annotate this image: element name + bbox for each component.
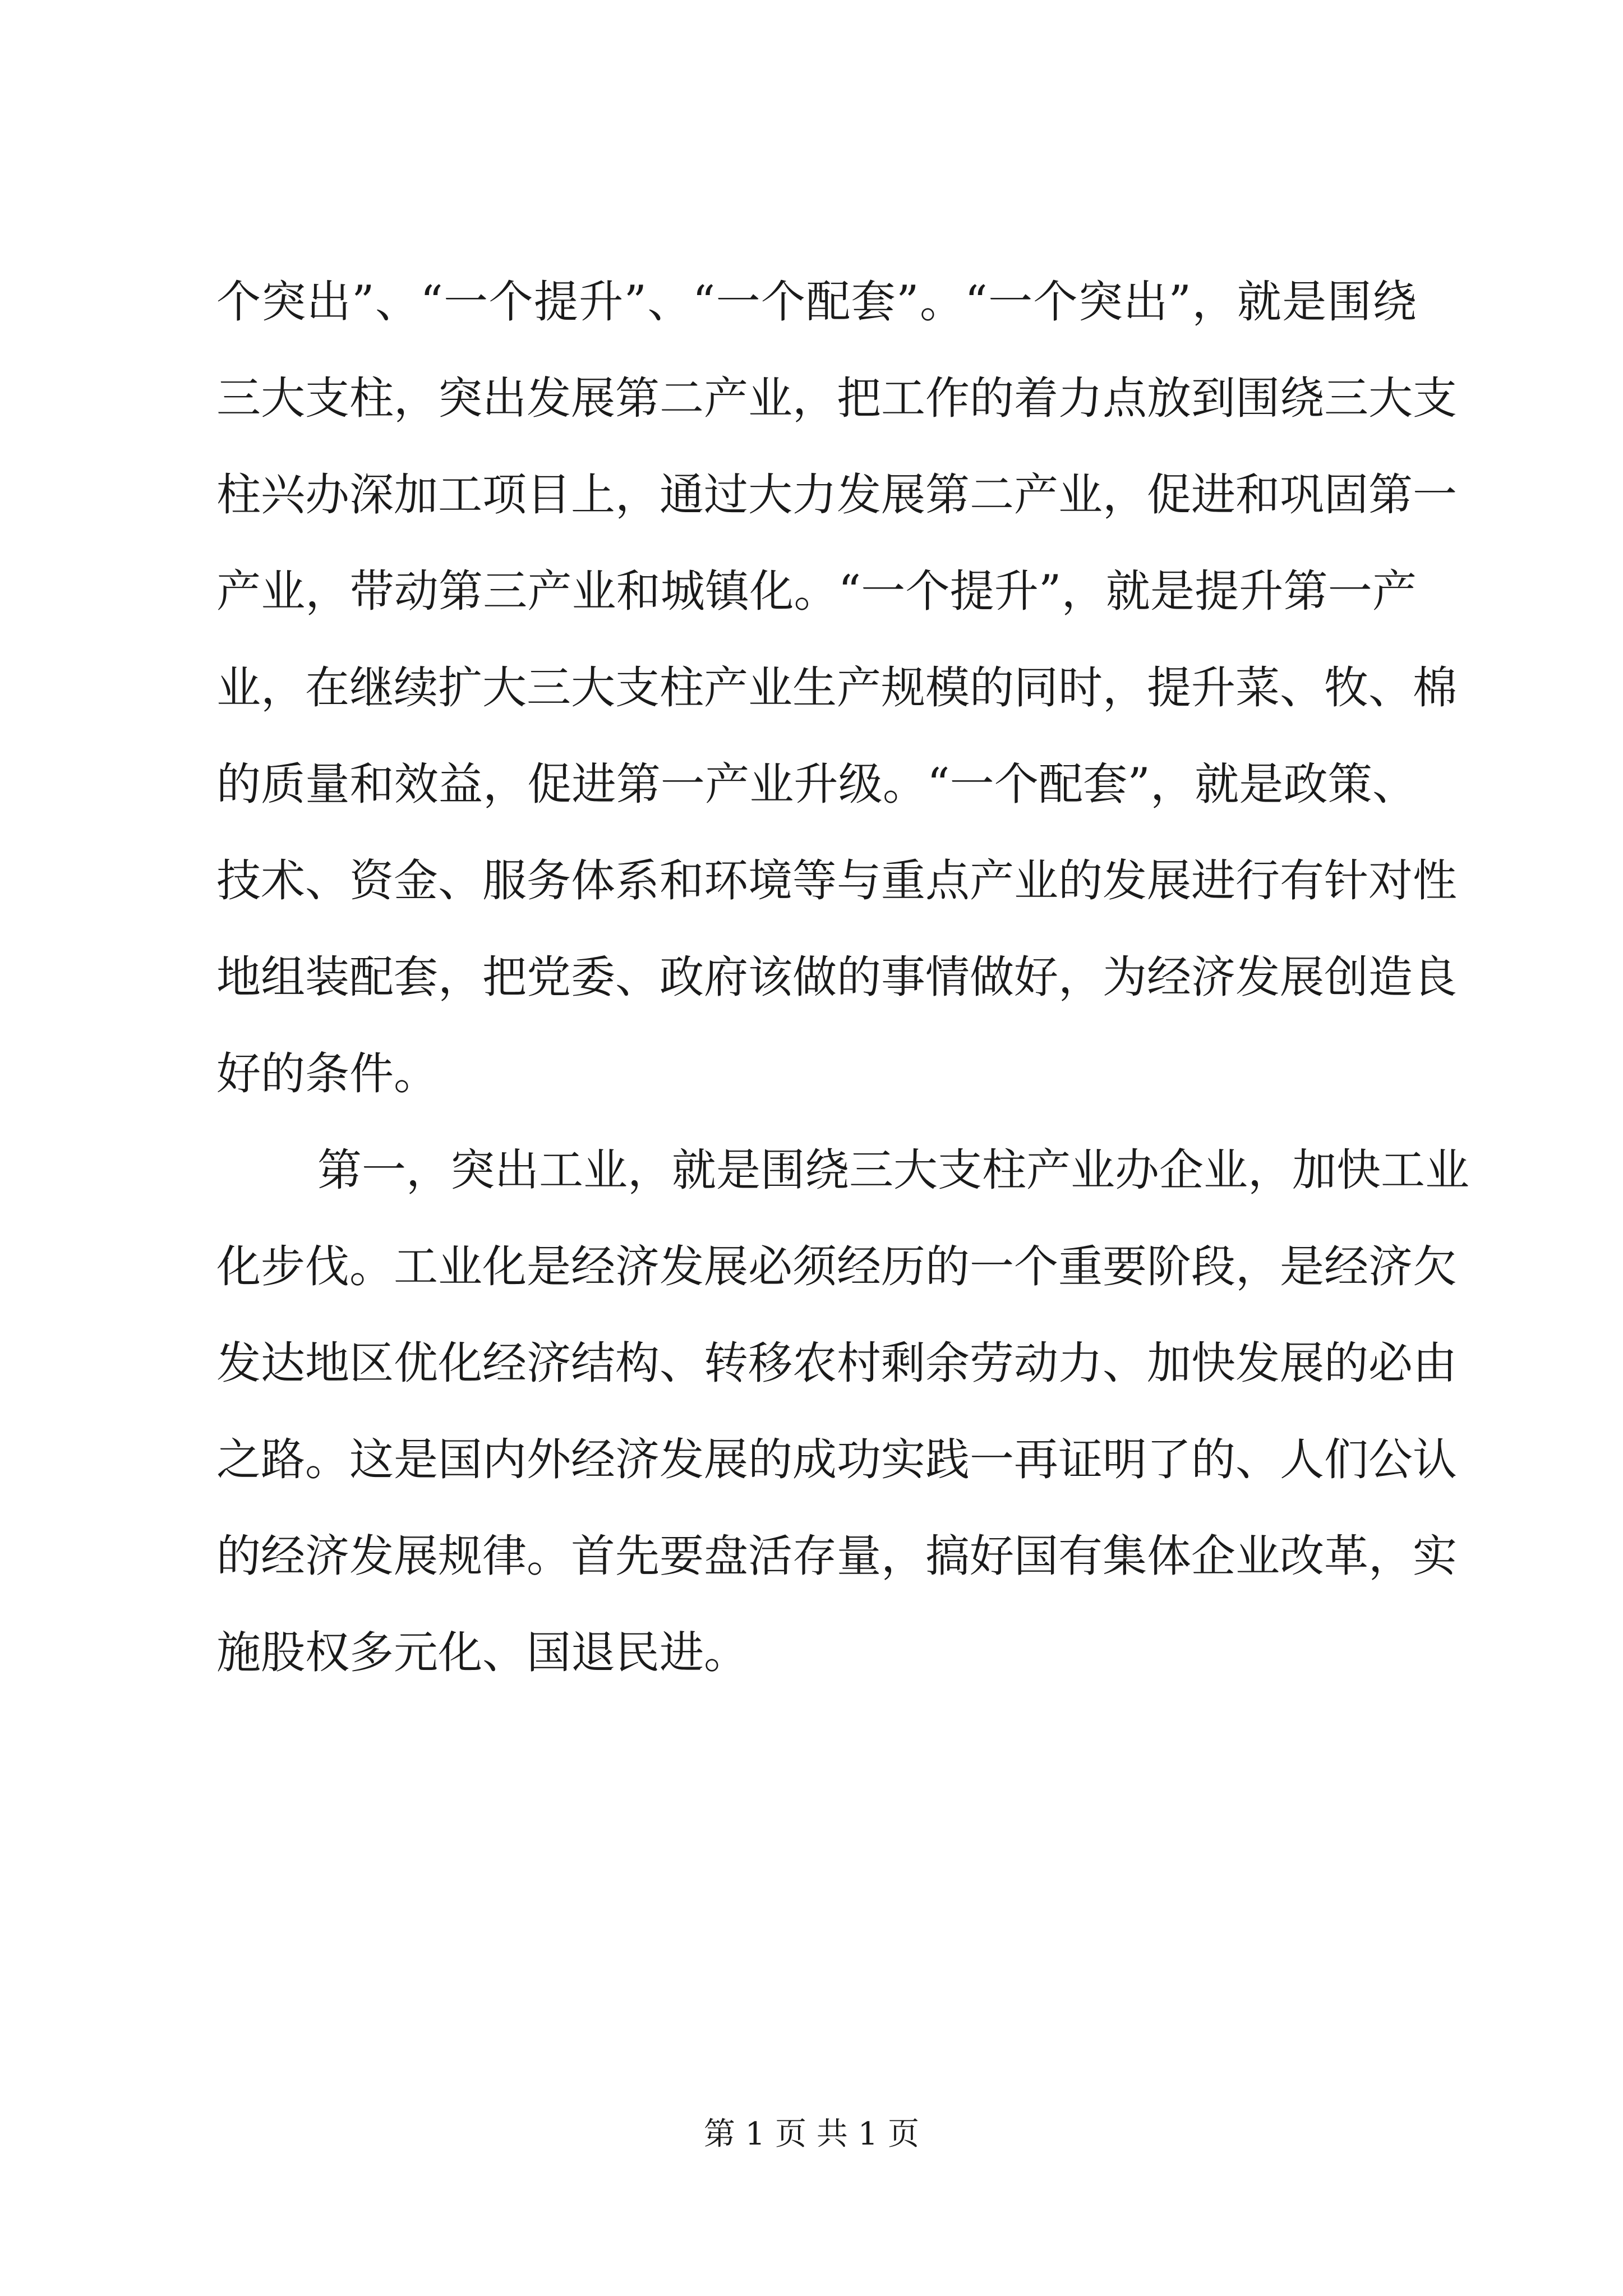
text-line: 之路。这是国内外经济发展的成功实践一再证明了的、人们公认 — [216, 1434, 1457, 1485]
text-line: 三大支柱，突出发展第二产业，把工作的着力点放到围绕三大支 — [216, 372, 1457, 424]
text-line: 产业，带动第三产业和城镇化。“一个提升”，就是提升第一产 — [216, 565, 1417, 617]
text-line: 的经济发展规律。首先要盘活存量，搞好国有集体企业改革，实 — [216, 1530, 1457, 1582]
text-line: 发达地区优化经济结构、转移农村剩余劳动力、加快发展的必由 — [216, 1337, 1457, 1389]
text-line: 业，在继续扩大三大支柱产业生产规模的同时，提升菜、牧、棉 — [216, 662, 1457, 714]
text-line: 施股权多元化、国退民进。 — [216, 1627, 748, 1678]
text-line: 的质量和效益，促进第一产业升级。“一个配套”，就是政策、 — [216, 758, 1417, 810]
text-line: 技术、资金、服务体系和环境等与重点产业的发展进行有针对性 — [216, 855, 1457, 907]
paragraph-1 — [216, 254, 1457, 1122]
text-line: 个突出”、“一个提升”、“一个配套”。“一个突出”，就是围绕 — [216, 276, 1417, 328]
text-line: 第一，突出工业，就是围绕三大支柱产业办企业，加快工业 — [317, 1144, 1469, 1196]
page-footer — [0, 2109, 1623, 2154]
text-line: 化步伐。工业化是经济发展必须经历的一个重要阶段，是经济欠 — [216, 1241, 1457, 1292]
document-body — [216, 254, 1469, 1701]
text-line: 好的条件。 — [216, 1048, 438, 1099]
text-line: 地组装配套，把党委、政府该做的事情做好，为经济发展创造良 — [216, 951, 1457, 1003]
page-number-label: 第 1 页 共 1 页 — [703, 2116, 920, 2152]
paragraph-2 — [216, 1122, 1469, 1701]
text-line: 柱兴办深加工项目上，通过大力发展第二产业，促进和巩固第一 — [216, 469, 1457, 521]
